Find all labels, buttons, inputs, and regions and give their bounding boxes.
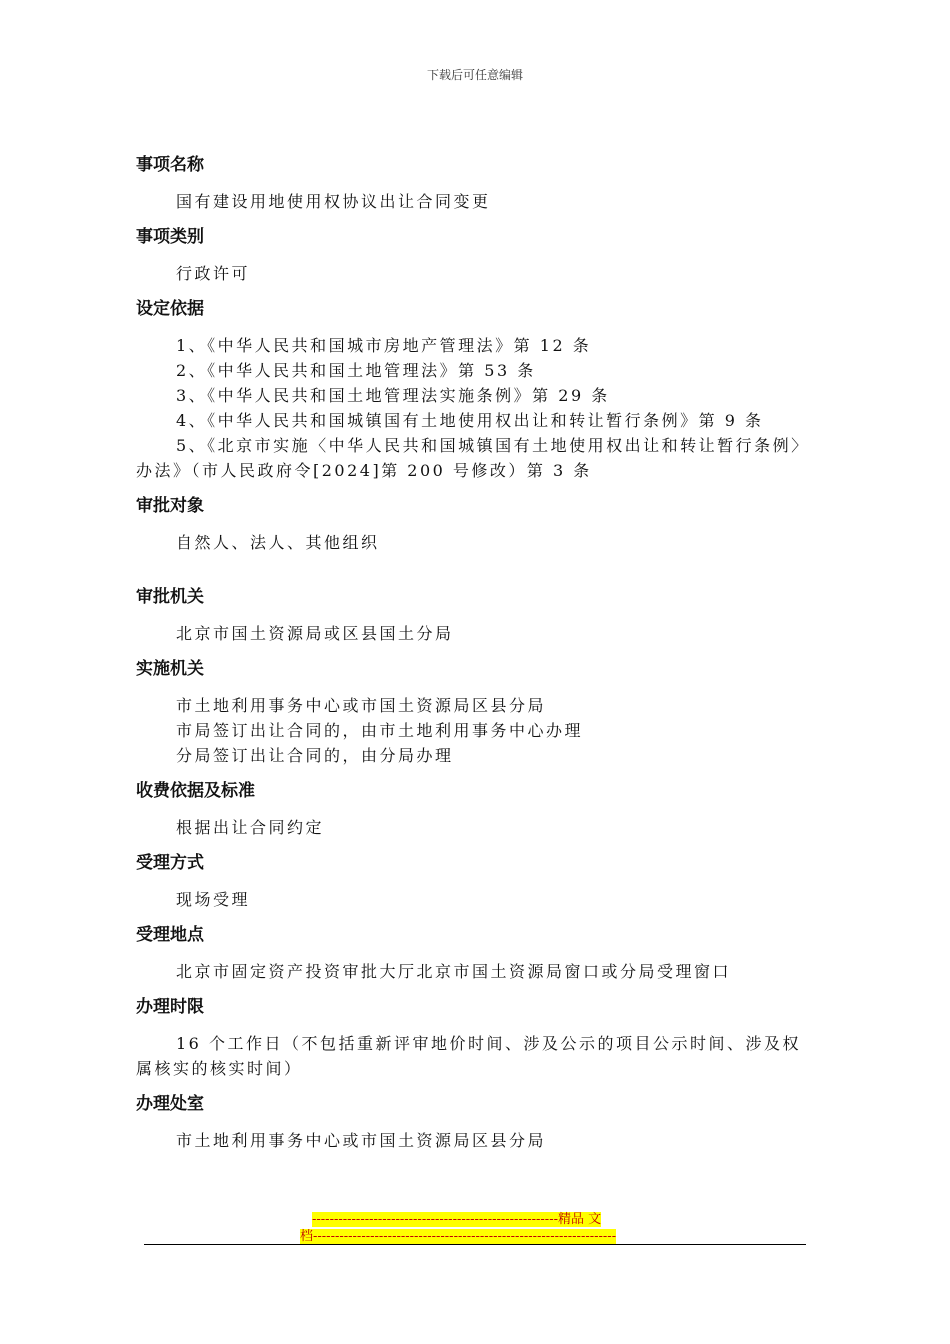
section-handling-office: [136, 1092, 808, 1153]
legal-basis-item: 1、《中华人民共和国城市房地产管理法》第 12 条: [176, 336, 592, 355]
section-legal-basis: [136, 297, 808, 483]
legal-basis-item: 2、《中华人民共和国土地管理法》第 53 条: [176, 361, 536, 380]
section-title: 事项名称: [136, 155, 204, 175]
section-text: 自然人、法人、其他组织: [176, 533, 380, 552]
section-title: 受理地点: [136, 925, 204, 945]
section-acceptance-location: [136, 923, 808, 984]
section-title: 收费依据及标准: [136, 781, 255, 801]
section-title: 实施机关: [136, 659, 204, 679]
section-text: 市土地利用事务中心或市国土资源局区县分局: [176, 1131, 547, 1150]
section-text: 市局签订出让合同的，由市土地利用事务中心办理: [176, 721, 584, 740]
footer-line: --------------------------------------------------------精品 文: [312, 1212, 602, 1227]
page-header: 下载后可任意编辑: [426, 68, 523, 82]
section-title: 审批对象: [136, 496, 204, 516]
section-text: 现场受理: [176, 890, 251, 909]
footer-divider: [144, 1244, 806, 1245]
section-title: 设定依据: [136, 299, 204, 319]
section-item-name: [136, 153, 808, 214]
section-text: 16 个工作日（不包括重新评审地价时间、涉及公示的项目公示时间、涉及权属核实的核实时间）: [136, 1034, 801, 1078]
document-body: [136, 153, 808, 1153]
section-title: 办理时限: [136, 997, 204, 1017]
section-text: 国有建设用地使用权协议出让合同变更: [176, 192, 491, 211]
section-time-limit: [136, 995, 808, 1081]
section-title: 受理方式: [136, 853, 204, 873]
legal-basis-item: 5、《北京市实施〈中华人民共和国城镇国有土地使用权出让和转让暂行条例〉办法》（市人民政府令[2024]第 200 号修改）第 3 条: [136, 436, 802, 480]
legal-basis-item: 4、《中华人民共和国城镇国有土地使用权出让和转让暂行条例》第 9 条: [176, 411, 764, 430]
section-text: 行政许可: [176, 264, 251, 283]
section-text: 市土地利用事务中心或市国土资源局区县分局: [176, 696, 547, 715]
section-approval-authority: [136, 585, 808, 646]
section-text: 根据出让合同约定: [176, 818, 325, 837]
section-title: 事项类别: [136, 227, 204, 247]
section-approval-target: [136, 494, 808, 555]
section-item-category: [136, 225, 808, 286]
section-title: 审批机关: [136, 587, 204, 607]
section-text: 北京市固定资产投资审批大厅北京市国土资源局窗口或分局受理窗口: [176, 962, 732, 981]
legal-basis-item: 3、《中华人民共和国土地管理法实施条例》第 29 条: [176, 386, 610, 405]
section-title: 办理处室: [136, 1094, 204, 1114]
footer-watermark: [300, 1211, 650, 1245]
footer-line: 档---------------------------------------------------------------------: [300, 1229, 617, 1244]
section-text: 北京市国土资源局或区县国土分局: [176, 624, 454, 643]
section-text: 分局签订出让合同的，由分局办理: [176, 746, 454, 765]
section-fee-basis: [136, 779, 808, 840]
section-acceptance-method: [136, 851, 808, 912]
section-implementing-agency: [136, 657, 808, 768]
